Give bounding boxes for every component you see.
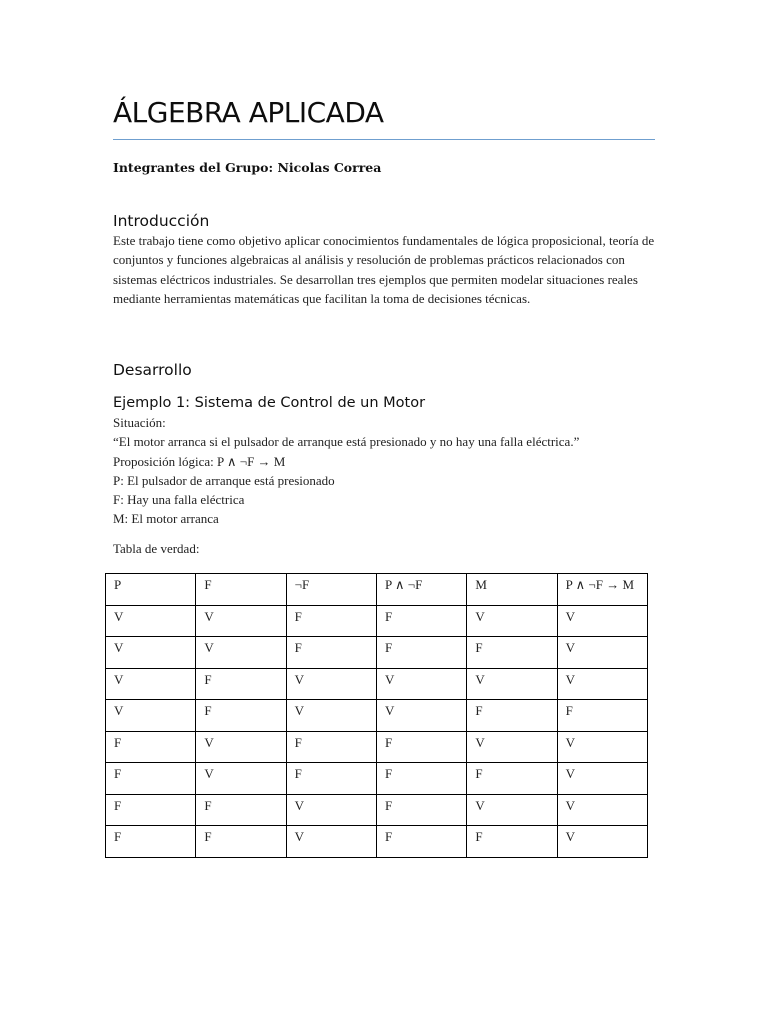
variable-p-definition: P: El pulsador de arranque está presionado xyxy=(113,472,335,488)
table-cell: V xyxy=(106,700,196,732)
table-cell: F xyxy=(376,794,466,826)
header-cell: P xyxy=(106,574,196,606)
truth-table-header xyxy=(106,574,648,606)
table-cell: F xyxy=(196,794,286,826)
table-cell: F xyxy=(106,794,196,826)
table-cell: V xyxy=(557,605,647,637)
table-cell: F xyxy=(376,763,466,795)
situation-label: Situación: xyxy=(113,415,166,430)
table-cell: F xyxy=(106,763,196,795)
table-cell: V xyxy=(286,826,376,858)
intro-paragraph: Este trabajo tiene como objetivo aplicar conocimientos fundamentales de lógica proposicional, teoría de conjuntos y funciones algebraicas al análisis y resolución de problemas prácticos relacionados con sistemas eléctricos industriales. Se desarrollan tres ejemplos que permiten modelar situaciones reales mediante herramientas matemáticas que facilitan la toma de decisiones técnicas. xyxy=(113,233,655,306)
table-cell: F xyxy=(376,826,466,858)
situation-quote: “El motor arranca si el pulsador de arranque está presionado y no hay una falla eléctrica.” xyxy=(113,434,580,450)
example1-body xyxy=(113,413,579,529)
logical-proposition: Proposición lógica: P ∧ ¬F → M xyxy=(113,453,286,469)
table-cell: V xyxy=(106,637,196,669)
header-cell: F xyxy=(196,574,286,606)
table-cell: V xyxy=(557,763,647,795)
table-cell: F xyxy=(106,731,196,763)
truth-table-caption: Tabla de verdad: xyxy=(113,541,200,556)
truth-table xyxy=(105,573,648,858)
table-cell: V xyxy=(286,668,376,700)
table-row xyxy=(106,668,648,700)
table-cell: F xyxy=(286,637,376,669)
table-cell: V xyxy=(467,668,557,700)
table-cell: F xyxy=(196,826,286,858)
example1-heading: Ejemplo 1: Sistema de Control de un Motor xyxy=(113,395,426,411)
table-cell: F xyxy=(557,700,647,732)
table-cell: V xyxy=(196,763,286,795)
table-cell: F xyxy=(196,668,286,700)
header-cell: P ∧ ¬F xyxy=(376,574,466,606)
table-cell: V xyxy=(557,637,647,669)
title-divider xyxy=(113,139,655,140)
table-cell: F xyxy=(376,637,466,669)
header-cell: P ∧ ¬F → M xyxy=(557,574,647,606)
table-cell: V xyxy=(557,731,647,763)
table-row xyxy=(106,794,648,826)
table-cell: V xyxy=(467,731,557,763)
truth-table-body xyxy=(106,605,648,857)
variable-f-definition: F: Hay una falla eléctrica xyxy=(113,492,245,508)
table-row xyxy=(106,637,648,669)
table-cell: V xyxy=(557,826,647,858)
table-cell: F xyxy=(106,826,196,858)
variable-m-definition: M: El motor arranca xyxy=(113,511,219,527)
header-cell: M xyxy=(467,574,557,606)
table-row xyxy=(106,605,648,637)
table-cell: F xyxy=(467,763,557,795)
table-row xyxy=(106,763,648,795)
table-cell: F xyxy=(467,637,557,669)
table-row xyxy=(106,700,648,732)
table-cell: F xyxy=(286,731,376,763)
table-cell: V xyxy=(106,605,196,637)
table-cell: V xyxy=(467,605,557,637)
development-heading: Desarrollo xyxy=(113,361,192,379)
table-header-row xyxy=(106,574,648,606)
table-cell: F xyxy=(467,700,557,732)
table-cell: V xyxy=(376,668,466,700)
table-cell: V xyxy=(557,668,647,700)
table-cell: F xyxy=(376,731,466,763)
intro-heading: Introducción xyxy=(113,212,210,230)
table-cell: V xyxy=(196,637,286,669)
table-cell: V xyxy=(286,700,376,732)
table-cell: F xyxy=(376,605,466,637)
table-row xyxy=(106,826,648,858)
table-cell: V xyxy=(286,794,376,826)
table-row xyxy=(106,731,648,763)
table-cell: V xyxy=(196,605,286,637)
table-cell: V xyxy=(196,731,286,763)
table-cell: F xyxy=(286,605,376,637)
table-cell: F xyxy=(196,700,286,732)
table-cell: F xyxy=(467,826,557,858)
header-cell: ¬F xyxy=(286,574,376,606)
document-title: ÁLGEBRA APLICADA xyxy=(113,96,384,129)
table-cell: V xyxy=(376,700,466,732)
table-cell: V xyxy=(467,794,557,826)
table-cell: V xyxy=(106,668,196,700)
table-cell: V xyxy=(557,794,647,826)
group-members: Integrantes del Grupo: Nicolas Correa xyxy=(113,160,382,175)
table-cell: F xyxy=(286,763,376,795)
